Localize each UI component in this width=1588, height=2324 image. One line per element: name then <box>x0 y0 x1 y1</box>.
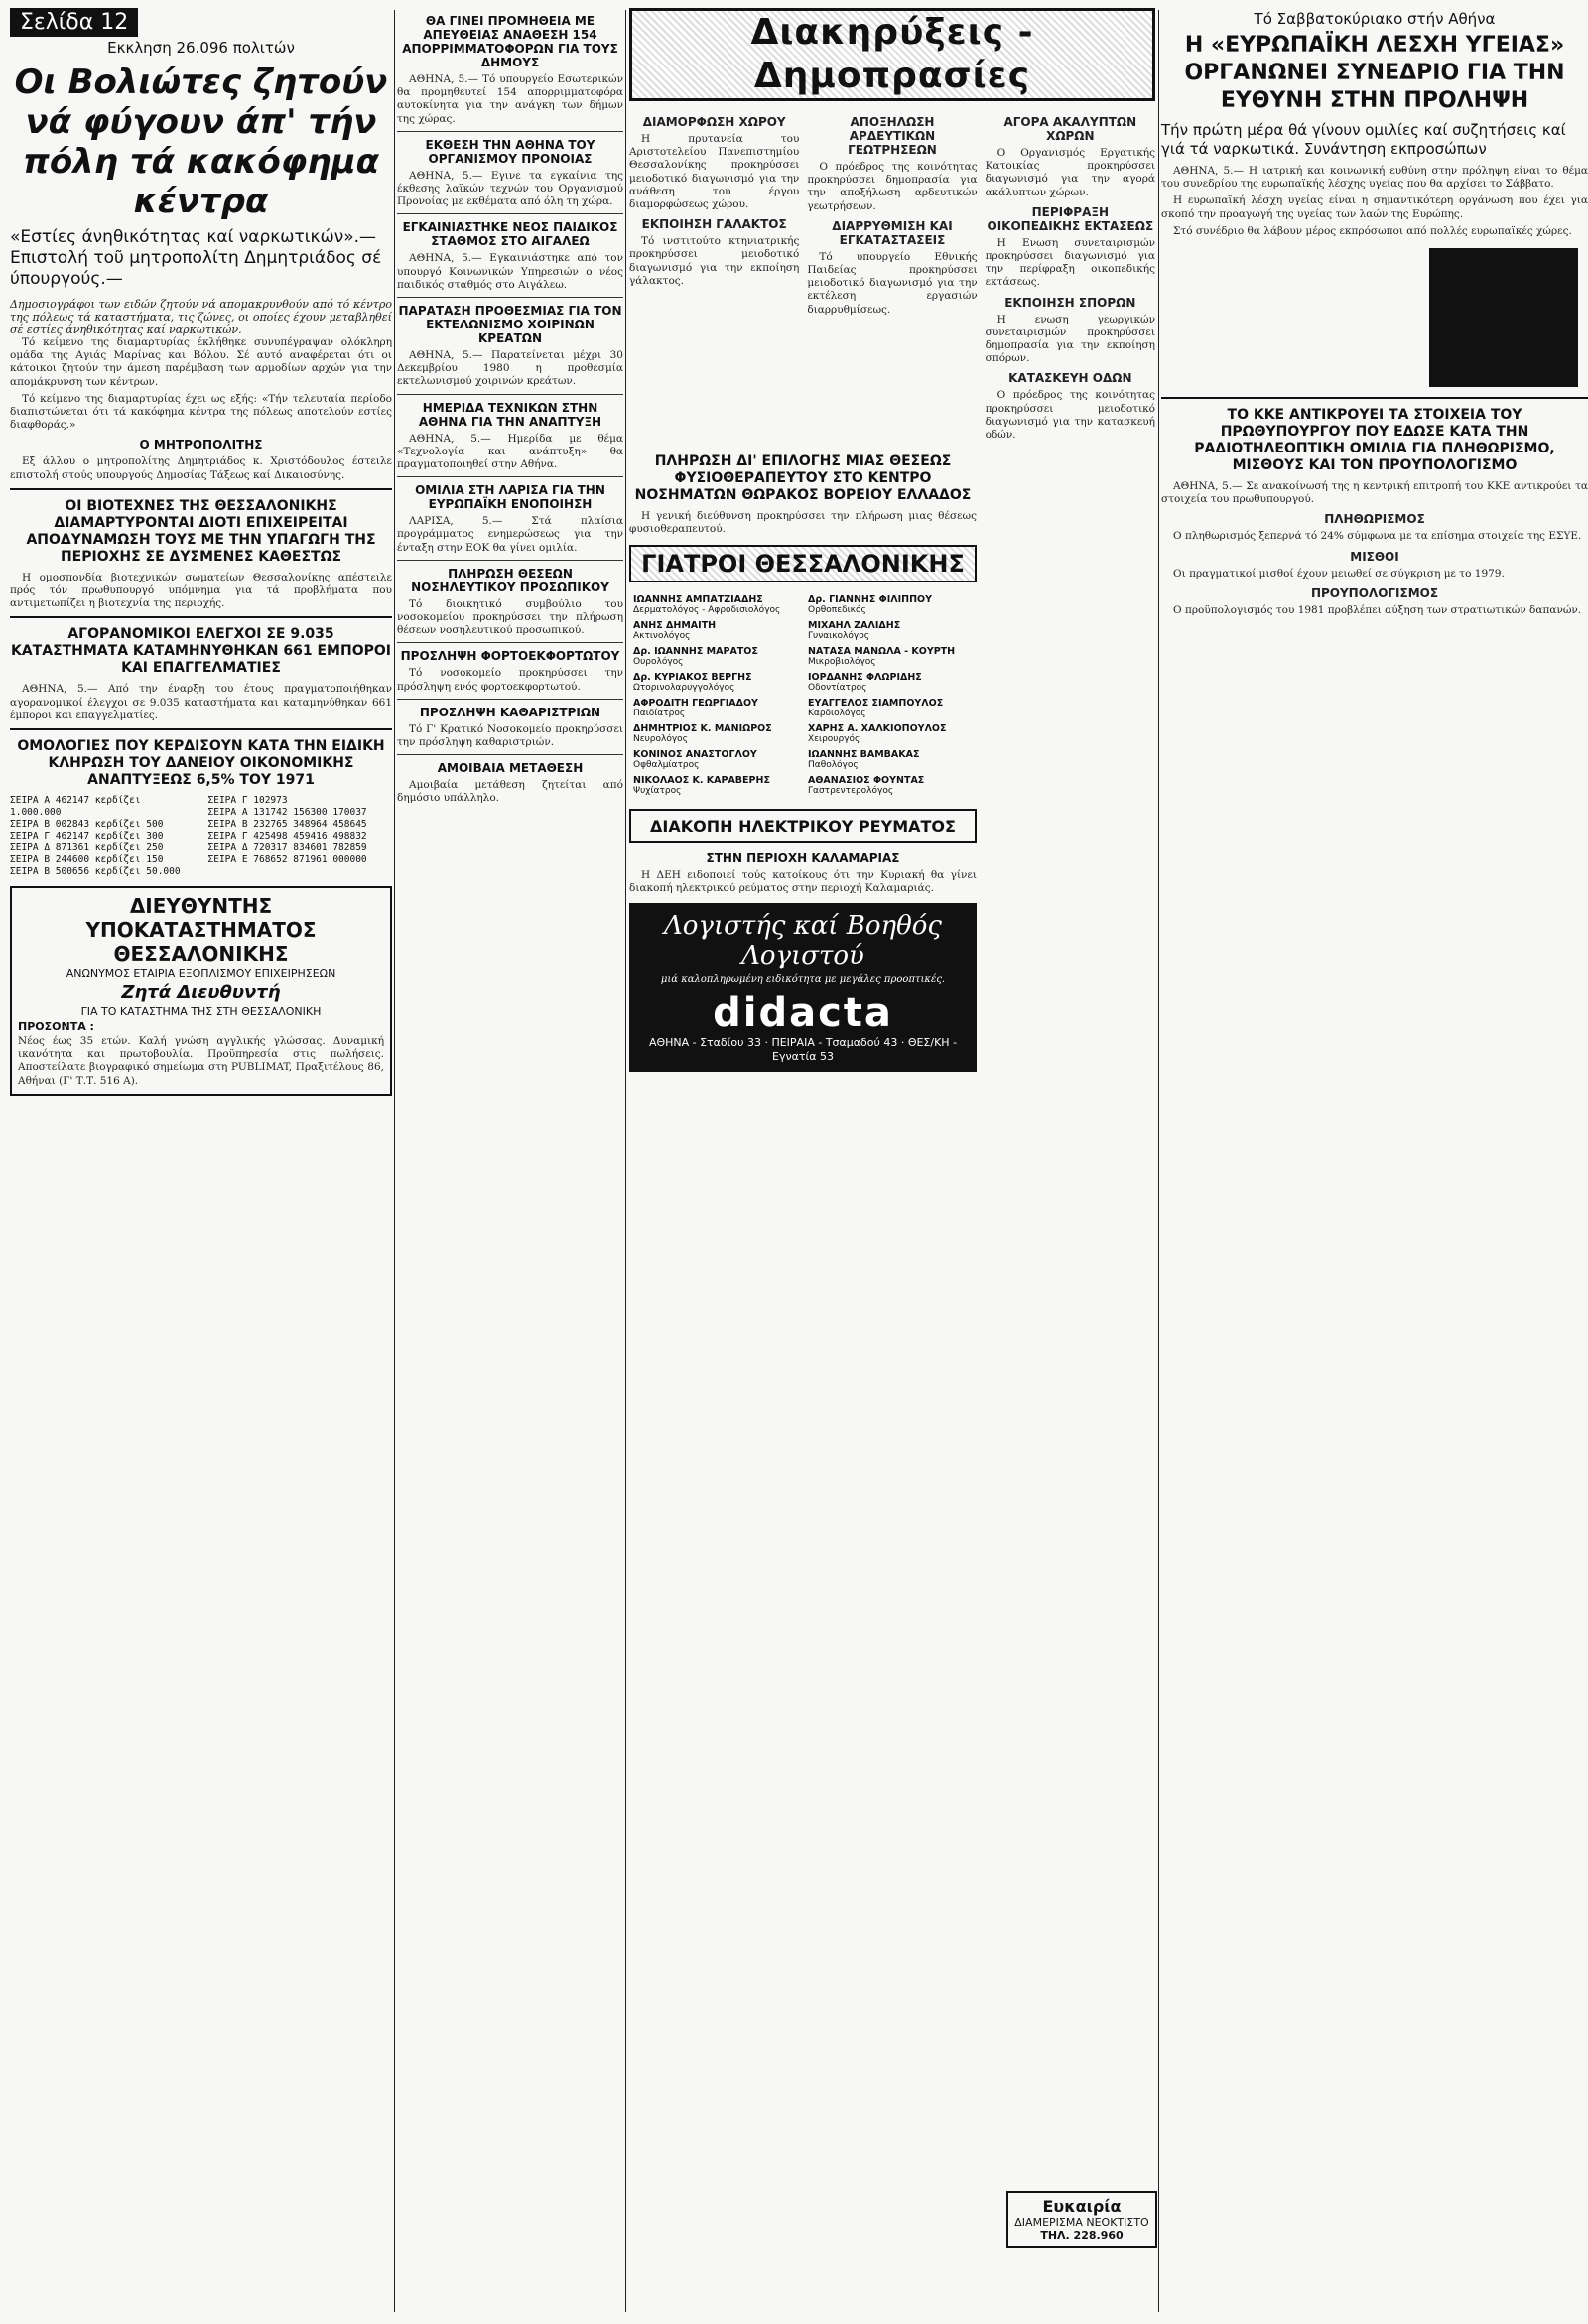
lottery-results <box>10 795 392 878</box>
article-headline: ΟΙ ΒΙΟΤΕΧΝΕΣ ΤΗΣ ΘΕΣΣΑΛΟΝΙΚΗΣ ΔΙΑΜΑΡΤΥΡΟΝΤΑΙ ΔΙΟΤΙ ΕΠΙΧΕΙΡΕΙΤΑΙ ΑΠΟΔΥΝΑΜΩΣΗ ΤΟΥΣ ΜΕ ΤΗΝ ΥΠΑΓΩΓΗ ΤΗΣ ΠΕΡΙΟΧΗΣ ΣΕ ΔΥΣΜΕΝΕΣ ΚΑΘΕΣΤΩΣ <box>26 497 376 565</box>
lottery-line: ΣΕΙΡΑ Γ 462147 κερδίζει 300 <box>10 831 164 842</box>
subhead: ΠΛΗΘΩΡΙΣΜΟΣ <box>1324 512 1425 527</box>
notice-headline: ΠΕΡΙΦΡΑΞΗ ΟΙΚΟΠΕΔΙΚΗΣ ΕΚΤΑΣΕΩΣ <box>987 204 1154 233</box>
doctor-name: ΙΩΑΝΝΗΣ ΒΑΜΒΑΚΑΣ <box>808 748 920 760</box>
notice-text: Η Ενωση συνεταιρισμών προκηρύσσει διαγωνισμό για την περίφραξη οικοπεδικής εκτάσεως. <box>985 236 1155 289</box>
advert-company: ΑΝΩΝΥΜΟΣ ΕΤΑΙΡΙΑ ΕΞΟΠΛΙΣΜΟΥ ΕΠΙΧΕΙΡΗΣΕΩΝ <box>66 968 336 981</box>
job-advert <box>10 886 392 1096</box>
section-kicker: Τό Σαββατοκύριακο στήν Αθήνα <box>1254 10 1496 28</box>
advert-body: Νέος έως 35 ετών. Καλή γνώση αγγλικής γλώσσας. Δυναμική ικανότητα και πρωτοβουλία. Προϋπηρεσία στις πωλήσεις. Αποστείλατε βιογραφικό σημείωμα στη PUBLIMAT, Πραξιτέλους 86, Αθήναι (Γ' Τ.Τ. 516 Α). <box>18 1035 384 1087</box>
article-headline: ΗΜΕΡΙΔΑ ΤΕΧΝΙΚΩΝ ΣΤΗΝ ΑΘΗΝΑ ΓΙΑ ΤΗΝ ΑΝΑΠΤΥΞΗ <box>418 400 602 429</box>
doctor-listing <box>633 646 798 668</box>
announcements-section <box>629 0 1155 2242</box>
doctor-name: ΧΑΡΗΣ Α. ΧΑΛΚΙΟΠΟΥΛΟΣ <box>808 722 947 734</box>
article-paragraph: Ο προϋπολογισμός του 1981 προβλέπει αύξηση των στρατιωτικών δαπανών. <box>1173 603 1582 616</box>
notice-text: Η πρυτανεία του Αριστοτελείου Πανεπιστημίου Θεσσαλονίκης προκηρύσσει μειοδοτικό διαγωνισμό για την ανάθεση του έργου διαμορφώσεως χώρου. <box>629 133 800 211</box>
divider <box>397 754 623 755</box>
divider <box>397 560 623 561</box>
notice-text: Ο πρόεδρος της κοινότητας προκηρύσσει δημοπρασία για την αποξήλωση αρδευτικών γεωτρήσεων. <box>807 161 978 212</box>
intro-text: Δημοσιογράφοι των ειδών ζητούν νά απομακρυνθούν από τό κέντρο της πόλεως τά καταστήματα, τις ζώνες, οι οποίες έχουν μεταβληθεί σέ εστίες άνηθικότητας καί ναρκωτικών. <box>10 298 392 336</box>
article-paragraph: ΑΘΗΝΑ, 5.— Παρατείνεται μέχρι 30 Δεκεμβρίου 1980 η προθεσμία εκτελωνισμού χοιρινών κρεάτων. <box>397 349 623 388</box>
notice-text: Η ενωση γεωργικών συνεταιρισμών προκηρύσσει δημοπρασία για την εκποίηση σπόρων. <box>985 313 1155 365</box>
notice-text: Η γενική διεύθυνση προκηρύσσει την πλήρωση μιας θέσεως φυσιοθεραπευτού. <box>629 510 977 536</box>
classified-subtitle: ΔΙΑΜΕΡΙΣΜΑ ΝΕΟΚΤΙΣΤΟ <box>1014 2216 1149 2229</box>
advert-addresses: ΑΘΗΝΑ - Σταδίου 33 · ΠΕΙΡΑΙΑ - Τσαμαδού 43 · ΘΕΣ/ΚΗ - Εγνατία 53 <box>648 1036 958 1064</box>
column-divider <box>394 10 395 2312</box>
doctor-listing <box>808 620 973 642</box>
lottery-line: ΣΕΙΡΑ Ε 768652 871961 000000 <box>207 854 367 866</box>
article-paragraph: Οι πραγματικοί μισθοί έχουν μειωθεί σε σύγκριση με το 1979. <box>1173 567 1505 580</box>
article-subheadline: Τήν πρώτη μέρα θά γίνουν ομιλίες καί συζητήσεις καί γιά τά ναρκωτικά. Συνάντηση εκπροσώπων <box>1161 121 1566 158</box>
divider <box>397 476 623 477</box>
subhead: ΠΡΟΥΠΟΛΟΓΙΣΜΟΣ <box>1310 585 1439 600</box>
photo-block <box>1429 248 1578 387</box>
advert-text: μιά καλοπληρωμένη ειδικότητα με μεγάλες προοπτικές. <box>660 974 946 986</box>
article-paragraph: ΑΘΗΝΑ, 5.— Τό υπουργείο Εσωτερικών θα προμηθευτεί 154 απορριμματοφόρα αυτοκίνητα για την ανάγκη των δήμων της χώρας. <box>397 73 623 125</box>
lottery-line: ΣΕΙΡΑ Β 244600 κερδίζει 150 <box>10 854 164 866</box>
article-paragraph: ΛΑΡΙΣΑ, 5.— Στά πλαίσια προγράμματος ενημερώσεως για την ένταξη στην ΕΟΚ θα γίνει ομιλία. <box>397 515 623 554</box>
notice-headline: ΔΙΑΜΟΡΦΩΣΗ ΧΩΡΟΥ <box>642 115 786 129</box>
doctor-specialty: Ουρολόγος <box>633 656 684 667</box>
doctor-name: ΙΩΑΝΝΗΣ ΑΜΠΑΤΖΙΑΔΗΣ <box>633 593 763 605</box>
doctor-name: ΝΙΚΟΛΑΟΣ Κ. ΚΑΡΑΒΕΡΗΣ <box>633 774 770 786</box>
doctor-specialty: Γαστρεντερολόγος <box>808 785 894 796</box>
divider <box>397 394 623 395</box>
lottery-line: ΣΕΙΡΑ Δ 720317 834601 782859 <box>207 842 367 854</box>
article-headline: ΠΡΟΣΛΗΨΗ ΦΟΡΤΟΕΚΦΟΡΤΩΤΟΥ <box>400 649 620 664</box>
notice-text: Τό ινστιτούτο κτηνιατρικής προκηρύσσει μειοδοτικό διαγωνισμό για την εκποίηση γάλακτος. <box>629 235 800 287</box>
doctor-specialty: Ακτινολόγος <box>633 630 691 641</box>
advert-headline: Ζητά Διευθυντή <box>121 982 281 1004</box>
divider <box>397 297 623 298</box>
main-headline: Οι Βολιώτες ζητούν νά φύγουν άπ' τήν πόλη τά κακόφημα κέντρα <box>14 63 388 221</box>
divider <box>10 488 392 490</box>
doctor-specialty: Οδοντίατρος <box>808 682 867 693</box>
lottery-line: ΣΕΙΡΑ Γ 102973 <box>207 795 288 807</box>
doctor-specialty: Παιδίατρος <box>633 708 686 718</box>
divider <box>1161 397 1588 399</box>
power-outage-banner: ΔΙΑΚΟΠΗ ΗΛΕΚΤΡΙΚΟΥ ΡΕΥΜΑΤΟΣ <box>629 809 977 843</box>
classified-phone: ΤΗΛ. 228.960 <box>1040 2229 1124 2242</box>
divider <box>10 728 392 730</box>
article-headline: ΠΡΟΣΛΗΨΗ ΚΑΘΑΡΙΣΤΡΙΩΝ <box>419 705 601 719</box>
doctor-listing <box>633 672 798 694</box>
lottery-line: ΣΕΙΡΑ Γ 425498 459416 498832 <box>207 831 367 842</box>
subhead: ΜΙΣΘΟΙ <box>1350 549 1399 564</box>
article-paragraph: Ο πληθωρισμός ξεπερνά τό 24% σύμφωνα με τα επίσημα στοιχεία της ΕΣΥΕ. <box>1173 530 1582 543</box>
article-paragraph: ΑΘΗΝΑ, 5.— Σε ανακοίνωσή της η κεντρική επιτροπή του ΚΚΕ αντικρούει τα στοιχεία του πρωθυπουργού. <box>1161 480 1588 506</box>
article-headline: ΕΓΚΑΙΝΙΑΣΤΗΚΕ ΝΕΟΣ ΠΑΙΔΙΚΟΣ ΣΤΑΘΜΟΣ ΣΤΟ ΑΙΓΑΛΕΩ <box>402 220 618 249</box>
notice-text: Ο πρόεδρος της κοινότητας προκηρύσσει μειοδοτικό διαγωνισμό για την κατασκευή οδών. <box>985 389 1155 442</box>
doctor-specialty: Οφθαλμίατρος <box>633 759 700 770</box>
article-paragraph: ΑΘΗΝΑ, 5.— Εγκαινιάστηκε από τον υπουργό Κοινωνικών Υπηρεσιών ο νέος παιδικός σταθμός στο Αιγάλεω. <box>397 252 623 291</box>
doctor-listing <box>808 672 973 694</box>
doctor-name: ΑΘΑΝΑΣΙΟΣ ΦΟΥΝΤΑΣ <box>808 774 925 786</box>
notice-headline: ΕΚΠΟΙΗΣΗ ΓΑΛΑΚΤΟΣ <box>641 217 787 232</box>
article-paragraph: ΑΘΗΝΑ, 5.— Από την έναρξη του έτους πραγματοποιήθηκαν αγορανομικοί έλεγχοι σε 9.035 καταστήματα και καταμηνύθηκαν 661 έμποροι και επαγγελματίες. <box>10 683 392 721</box>
article-paragraph: ΑΘΗΝΑ, 5.— Ημερίδα με θέμα «Τεχνολογία και ανάπτυξη» θα πραγματοποιηθεί στην Αθήνα. <box>397 432 623 471</box>
advert-title: Λογιστής καί Βοηθός Λογιστού <box>664 911 942 971</box>
doctor-name: Δρ. ΓΙΑΝΝΗΣ ΦΙΛΙΠΠΟΥ <box>808 593 933 605</box>
doctor-specialty: Νευρολόγος <box>633 733 688 744</box>
lottery-line: ΣΕΙΡΑ Α 462147 κερδίζει 1.000.000 <box>10 795 141 819</box>
doctor-name: ΔΗΜΗΤΡΙΟΣ Κ. ΜΑΝΙΩΡΟΣ <box>633 722 772 734</box>
doctor-listing <box>633 698 798 719</box>
notice-text: Η ΔΕΗ ειδοποιεί τούς κατοίκους ότι την Κυριακή θα γίνει διακοπή ηλεκτρικού ρεύματος στην περιοχή Καλαμαριάς. <box>629 868 977 894</box>
doctor-listing <box>633 723 798 745</box>
didacta-advert <box>629 903 977 1072</box>
notice-text: Τό υπουργείο Εθνικής Παιδείας προκηρύσσει μειοδοτικό διαγωνισμό για την εκτέλεση εργασιών διαρρυθμίσεως. <box>807 250 978 316</box>
doctor-listing <box>808 646 973 668</box>
advert-location: ΓΙΑ ΤΟ ΚΑΤΑΣΤΗΜΑ ΤΗΣ ΣΤΗ ΘΕΣΣΑΛΟΝΙΚΗ <box>80 1005 322 1019</box>
column-2 <box>397 0 623 810</box>
notice-headline: ΑΠΟΞΗΛΩΣΗ ΑΡΔΕΥΤΙΚΩΝ ΓΕΩΤΡΗΣΕΩΝ <box>848 115 937 157</box>
kicker: Εκκληση 26.096 πολιτών <box>107 39 295 57</box>
doctor-specialty: Ορθοπεδικός <box>808 604 866 615</box>
doctor-name: Δρ. ΙΩΑΝΝΗΣ ΜΑΡΑΤΟΣ <box>633 645 758 657</box>
doctor-listing <box>808 749 973 771</box>
doctor-listing <box>633 775 798 797</box>
article-headline: ΠΛΗΡΩΣΗ ΘΕΣΕΩΝ ΝΟΣΗΛΕΥΤΙΚΟΥ ΠΡΟΣΩΠΙΚΟΥ <box>411 566 609 594</box>
advert-title: ΔΙΕΥΘΥΝΤΗΣ ΥΠΟΚΑΤΑΣΤΗΜΑΤΟΣ ΘΕΣΣΑΛΟΝΙΚΗΣ <box>85 894 317 967</box>
doctor-specialty: Γυναικολόγος <box>808 630 869 641</box>
lottery-line: ΣΕΙΡΑ Β 002843 κερδίζει 500 <box>10 819 164 831</box>
article-paragraph: Αμοιβαία μετάθεση ζητείται από δημόσιο υπάλληλο. <box>397 779 623 805</box>
doctor-listing <box>633 620 798 642</box>
column-divider <box>1158 10 1159 2312</box>
article-headline: ΟΜΙΛΙΑ ΣΤΗ ΛΑΡΙΣΑ ΓΙΑ ΤΗΝ ΕΥΡΩΠΑΪΚΗ ΕΝΟΠΟΙΗΣΗ <box>415 483 605 512</box>
doctor-specialty: Δερματολόγος - Αφροδισιολόγος <box>633 604 781 615</box>
doctor-specialty: Ωτορινολαρυγγολόγος <box>633 682 735 693</box>
column-1 <box>10 0 392 1103</box>
doctor-specialty: Παθολόγος <box>808 759 859 770</box>
section-banner: Διακηρύξεις - Δημοπρασίες <box>629 8 1155 101</box>
divider <box>10 616 392 618</box>
article-paragraph: Τό κείμενο της διαμαρτυρίας έκλήθηκε συνυπέγραψαν ολόκληρη ομάδα της Αγιάς Μαρίνας και Βόλου. Σέ αυτό αναφέρεται ότι οι κάτοικοι ζητούν την άμεση παρέμβαση των αρμοδίων αρχών για την απομάκρυνση των κέντρων. <box>10 336 392 388</box>
advert-requirements-label: ΠΡΟΣΟΝΤΑ : <box>18 1020 94 1034</box>
article-paragraph: Τό νοσοκομείο προκηρύσσει την πρόσληψη ενός φορτοεκφορτωτού. <box>397 667 623 693</box>
article-headline: ΕΚΘΕΣΗ ΤΗΝ ΑΘΗΝΑ ΤΟΥ ΟΡΓΑΝΙΣΜΟΥ ΠΡΟΝΟΙΑΣ <box>425 137 596 166</box>
doctor-name: ΜΙΧΑΗΛ ΖΑΛΙΔΗΣ <box>808 619 901 631</box>
doctor-name: Δρ. ΚΥΡΙΑΚΟΣ ΒΕΡΓΗΣ <box>633 671 752 683</box>
didacta-logo: didacta <box>713 990 893 1037</box>
doctor-listing <box>808 698 973 719</box>
page-number: Σελίδα 12 <box>10 8 138 37</box>
article-paragraph: Τό κείμενο της διαμαρτυρίας έχει ως εξής: «Τήν τελευταία περίοδο διαπιστώνεται ότι τά κακόφημα κέντρα της πόλεως αποτελούν εστίες διαφθοράς.» <box>10 392 392 432</box>
lottery-line: ΣΕΙΡΑ Β 500656 κερδίζει 50.000 <box>10 866 181 878</box>
divider <box>397 699 623 700</box>
doctors-banner: ΓΙΑΤΡΟΙ ΘΕΣΣΑΛΟΝΙΚΗΣ <box>629 545 977 582</box>
article-paragraph: Στό συνέδριο θα λάβουν μέρος εκπρόσωποι από πολλές ευρωπαϊκές χώρες. <box>1173 224 1572 237</box>
classified-title: Ευκαιρία <box>1042 2197 1122 2216</box>
doctor-specialty: Μικροβιολόγος <box>808 656 876 667</box>
article-headline: ΑΓΟΡΑΝΟΜΙΚΟΙ ΕΛΕΓΧΟΙ ΣΕ 9.035 ΚΑΤΑΣΤΗΜΑΤΑ ΚΑΤΑΜΗΝΥΘΗΚΑΝ 661 ΕΜΠΟΡΟΙ ΚΑΙ ΕΠΑΓΓΕΛΜΑΤΙΕΣ <box>11 626 391 677</box>
divider <box>397 131 623 132</box>
classified-advert <box>1006 2191 1157 2248</box>
subhead: Ο ΜΗΤΡΟΠΟΛΙΤΗΣ <box>139 438 263 452</box>
doctor-listing <box>808 775 973 797</box>
divider <box>397 213 623 214</box>
article-headline: ΘΑ ΓΙΝΕΙ ΠΡΟΜΗΘΕΙΑ ΜΕ ΑΠΕΥΘΕΙΑΣ ΑΝΑΘΕΣΗ 154 ΑΠΟΡΡΙΜΜΑΤΟΦΟΡΩΝ ΓΙΑ ΤΟΥΣ ΔΗΜΟΥΣ <box>402 14 618 69</box>
doctor-listing <box>633 749 798 771</box>
doctor-specialty: Καρδιολόγος <box>808 708 866 718</box>
article-paragraph: ΑΘΗΝΑ, 5.— Η ιατρική και κοινωνική ευθύνη στην πρόληψη είναι το θέμα του συνεδρίου της ευρωπαϊκής λέσχης υγείας που θα αρχίσει το Σάββατο. <box>1161 165 1588 191</box>
article-headline: ΑΜΟΙΒΑΙΑ ΜΕΤΑΘΕΣΗ <box>437 761 584 776</box>
doctor-specialty: Ψυχίατρος <box>633 785 682 796</box>
article-headline: ΟΜΟΛΟΓΙΕΣ ΠΟΥ ΚΕΡΔΙΣΟΥΝ ΚΑΤΑ ΤΗΝ ΕΙΔΙΚΗ ΚΛΗΡΩΣΗ ΤΟΥ ΔΑΝΕΙΟΥ ΟΙΚΟΝΟΜΙΚΗΣ ΑΝΑΠΤΥΞΕΩΣ 6,5% ΤΟΥ 1971 <box>17 738 385 789</box>
article-headline: Η «ΕΥΡΩΠΑΪΚΗ ΛΕΣΧΗ ΥΓΕΙΑΣ» ΟΡΓΑΝΩΝΕΙ ΣΥΝΕΔΡΙΟ ΓΙΑ ΤΗΝ ΕΥΘΥΝΗ ΣΤΗΝ ΠΡΟΛΗΨΗ <box>1184 33 1565 113</box>
article-paragraph: Εξ άλλου ο μητροπολίτης Δημητριάδος κ. Χριστόδουλος έστειλε επιστολή στούς υπουργούς Δημοσίας Τάξεως καί Δικαιοσύνης. <box>10 455 392 481</box>
notice-headline: ΔΙΑΡΡΥΘΜΙΣΗ ΚΑΙ ΕΓΚΑΤΑΣΤΑΣΕΙΣ <box>832 218 953 247</box>
lottery-line: ΣΕΙΡΑ Β 232765 348964 458645 <box>207 819 367 831</box>
article-headline: ΠΑΡΑΤΑΣΗ ΠΡΟΘΕΣΜΙΑΣ ΓΙΑ ΤΟΝ ΕΚΤΕΛΩΝΙΣΜΟ ΧΟΙΡΙΝΩΝ ΚΡΕΑΤΩΝ <box>398 304 622 346</box>
doctor-name: ΝΑΤΑΣΑ ΜΑΝΩΛΑ - ΚΟΥΡΤΗ <box>808 645 956 657</box>
column-5 <box>1161 0 1588 621</box>
article-paragraph: Τό Γ' Κρατικό Νοσοκομείο προκηρύσσει την πρόσληψη καθαριστριών. <box>397 722 623 749</box>
doctors-directory <box>629 590 977 801</box>
doctor-specialty: Χειρουργός <box>808 733 860 744</box>
doctor-listing <box>808 723 973 745</box>
article-paragraph: Τό διοικητικό συμβούλιο του νοσοκομείου προκηρύσσει την πλήρωση θέσεων νοσηλευτικού προσωπικού. <box>397 597 623 637</box>
doctor-listing <box>808 594 973 616</box>
notice-headline: ΕΚΠΟΙΗΣΗ ΣΠΟΡΩΝ <box>1004 295 1136 310</box>
notice-headline: ΚΑΤΑΣΚΕΥΗ ΟΔΩΝ <box>1008 371 1132 386</box>
doctor-name: ΕΥΑΓΓΕΛΟΣ ΣΙΑΜΠΟΥΛΟΣ <box>808 697 944 709</box>
lead: «Εστίες άνηθικότητας καί ναρκωτικών».— Επιστολή τοῦ μητροπολίτη Δημητριάδος σέ ύπουργούς.— <box>10 227 382 289</box>
divider <box>397 642 623 643</box>
doctor-name: ΑΦΡΟΔΙΤΗ ΓΕΩΡΓΙΑΔΟΥ <box>633 697 758 709</box>
doctor-name: ΙΟΡΔΑΝΗΣ ΦΛΩΡΙΔΗΣ <box>808 671 922 683</box>
article-paragraph: Η ομοσπονδία βιοτεχνικών σωματείων Θεσσαλονίκης απέστειλε πρός τόν πρωθυπουργό υπόμνημα για τά προβλήματα που αντιμετωπίζει η βιοτεχνία της περιοχής. <box>10 571 392 610</box>
article-headline: ΤΟ ΚΚΕ ΑΝΤΙΚΡΟΥΕΙ ΤΑ ΣΤΟΙΧΕΙΑ ΤΟΥ ΠΡΩΘΥΠΟΥΡΓΟΥ ΠΟΥ ΕΔΩΣΕ ΚΑΤΑ ΤΗΝ ΡΑΔΙΟΤΗΛΕΟΠΤΙΚΗ ΟΜΙΛΙΑ ΓΙΑ ΠΛΗΘΩΡΙΣΜΟ, ΜΙΣΘΟΥΣ ΚΑΙ ΤΟΝ ΠΡΟΥΠΟΛΟΓΙΣΜΟ <box>1194 407 1555 474</box>
lottery-line: ΣΕΙΡΑ Α 131742 156300 170037 <box>207 807 367 819</box>
lottery-line: ΣΕΙΡΑ Δ 871361 κερδίζει 250 <box>10 842 164 854</box>
notice-headline: ΠΛΗΡΩΣΗ ΔΙ' ΕΠΙΛΟΓΗΣ ΜΙΑΣ ΘΕΣΕΩΣ ΦΥΣΙΟΘΕΡΑΠΕΥΤΟΥ ΣΤΟ ΚΕΝΤΡΟ ΝΟΣΗΜΑΤΩΝ ΘΩΡΑΚΟΣ ΒΟΡΕΙΟΥ ΕΛΛΑΔΟΣ <box>634 453 972 504</box>
doctor-name: ΑΝΗΣ ΔΗΜΑΙΤΗ <box>633 619 717 631</box>
doctor-name: ΚΟΝΙΝΟΣ ΑΝΑΣΤΟΓΛΟΥ <box>633 748 757 760</box>
notice-headline: ΣΤΗΝ ΠΕΡΙΟΧΗ ΚΑΛΑΜΑΡΙΑΣ <box>706 850 900 865</box>
notice-headline: ΑΓΟΡΑ ΑΚΑΛΥΠΤΩΝ ΧΩΡΩΝ <box>1003 115 1137 143</box>
notice-text: Ο Οργανισμός Εργατικής Κατοικίας προκηρύσσει διαγωνισμό για την αγορά ακάλυπτων χώρων. <box>985 147 1155 198</box>
article-paragraph: Η ευρωπαϊκή λέσχη υγείας είναι η σημαντικότερη οργάνωση που έχει για σκοπό την προαγωγή της υγείας των λαών της Ευρώπης. <box>1161 194 1588 220</box>
doctor-listing <box>633 594 798 616</box>
article-paragraph: ΑΘΗΝΑ, 5.— Εγινε τα εγκαίνια της έκθεσης λαϊκών τεχνών του Οργανισμού Προνοίας με εκθέματα από όλη τη χώρα. <box>397 169 623 208</box>
column-divider <box>625 10 626 2312</box>
